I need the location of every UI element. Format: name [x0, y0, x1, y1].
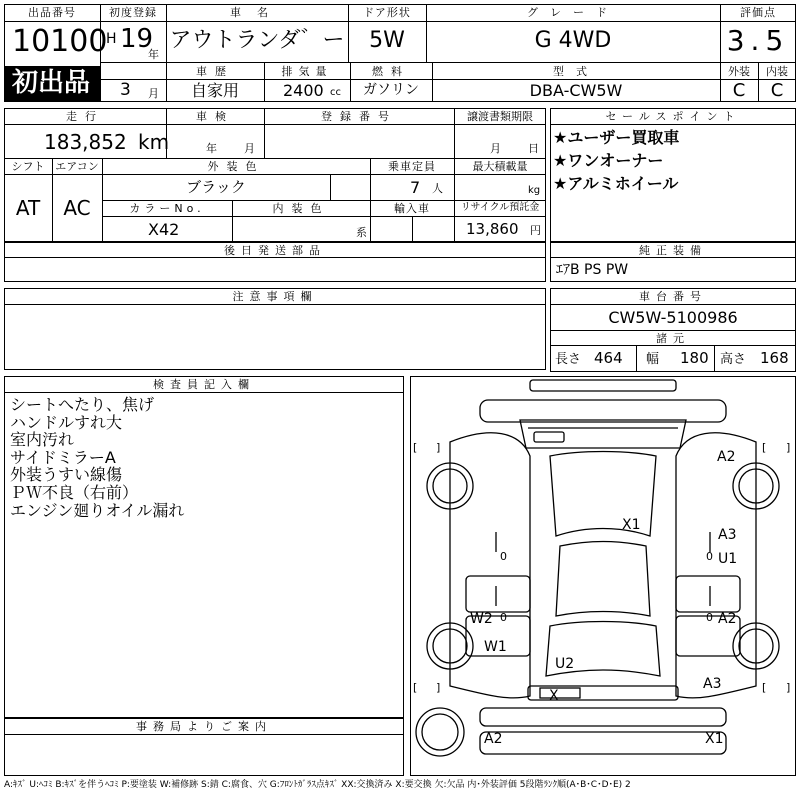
diagram-bracket: [ [413, 441, 418, 454]
mileage-label: 走行 [66, 110, 104, 123]
inspection-year-unit: 年 [206, 142, 217, 155]
front-bumper-outline [530, 380, 676, 391]
equipment-label: 純正装備 [639, 244, 707, 257]
fuel: ガソリン [363, 82, 419, 98]
ac-label: エアコン [55, 160, 99, 173]
chassis-number: CW5W-5100986 [608, 308, 738, 327]
damage-mark: X1 [705, 731, 724, 747]
diagram-bracket: ] [786, 441, 791, 454]
interior-label: 内装 [766, 65, 788, 78]
transfer-day-unit: 日 [528, 142, 539, 155]
diagram-bracket: [ [413, 681, 418, 694]
mileage: 183,852 [44, 130, 127, 154]
shift-label: シフト [11, 160, 45, 173]
load-unit: kg [528, 185, 541, 196]
length-value: 464 [594, 349, 623, 367]
inspection-month-unit: 月 [244, 142, 255, 155]
car-name: アウトランダ゛ー [169, 28, 345, 53]
damage-mark: W1 [484, 639, 507, 655]
history-label: 車歴 [196, 65, 234, 78]
score-label: 評価点 [740, 6, 776, 19]
lot-label: 出品番号 [28, 6, 76, 19]
length-label: 長さ [555, 352, 582, 367]
diagram-zero-mark: 0 [500, 611, 507, 624]
legend: A:ｷｽﾞ U:ﾍｺﾐ B:ｷｽﾞを伴うﾍｺﾐ P:要塗装 W:補修跡 S:錆 C:腐食、穴 G:ﾌﾛﾝﾄｶﾞﾗｽ点ｷｽﾞ XX:交換済み X:要交換 欠:欠品 内･外装評価 5段階ﾗﾝｸ順(A･B･C･D･E) 2 [4, 780, 631, 790]
inspector-note: シートへたり、焦げ [10, 395, 155, 414]
equipment-value: ｴｱB PS PW [556, 262, 629, 278]
interior-grade: C [770, 80, 784, 101]
damage-mark: A2 [717, 449, 736, 465]
diagram-bracket: [ [762, 681, 767, 694]
damage-mark: U2 [555, 656, 575, 672]
diagram-bracket: [ [762, 441, 767, 454]
first-reg-label: 初度登録 [109, 6, 157, 19]
width-label: 幅 [646, 352, 660, 367]
roof-mid-outline [556, 542, 650, 617]
model-label: 型式 [553, 65, 599, 78]
damage-mark: X1 [622, 517, 641, 533]
load-label: 最大積載量 [472, 160, 528, 173]
damage-mark: A2 [484, 731, 503, 747]
transfer-label: 譲渡書類期限 [467, 110, 533, 123]
door-type: 5W [369, 28, 405, 53]
interior-suffix: 系 [356, 226, 367, 239]
spare-wheel [416, 708, 464, 756]
first-listing-label: 初出品 [12, 68, 91, 98]
recycle-fee: 13,860 [466, 220, 519, 238]
windshield-outline [520, 420, 686, 448]
displacement-unit: cc [330, 87, 341, 98]
sales-point-item: ★ユーザー買取車 [553, 128, 680, 147]
color-no-label: カラーNo. [129, 202, 205, 215]
right-door-front [676, 576, 740, 612]
color-label: 外装色 [207, 160, 265, 173]
grade: G 4WD [534, 28, 612, 53]
diagram-bracket: ] [436, 681, 441, 694]
capacity-unit: 人 [432, 182, 443, 195]
wiper-vent [534, 432, 564, 442]
notes-label: 注意事項欄 [232, 290, 318, 303]
spec-label: 諸元 [656, 332, 690, 345]
rear-bumper-lower [480, 732, 726, 754]
capacity: 7 [410, 178, 421, 197]
recycle-label: リサイクル預託金 [460, 202, 540, 213]
sales-points-label: セールスポイント [605, 110, 741, 123]
height-value: 168 [760, 349, 789, 367]
month-unit: 月 [148, 87, 159, 100]
inspector-note: ハンドルすれ大 [10, 412, 123, 432]
fuel-label: 燃料 [372, 65, 410, 78]
inspector-note: 外装うすい線傷 [10, 465, 123, 485]
sales-point-item: ★アルミホイール [553, 174, 679, 193]
car-name-label: 車名 [230, 6, 284, 19]
displacement: 2400 [283, 81, 324, 100]
reg-year: 19 [120, 24, 154, 54]
diagram-bracket: ] [786, 681, 791, 694]
damage-mark: A3 [718, 527, 737, 543]
left-door-front [466, 576, 530, 612]
exterior-label: 外装 [728, 65, 750, 78]
damage-mark: X [549, 688, 559, 704]
shift: AT [15, 196, 41, 220]
inspector-note: ＰＷ不良（右前） [10, 482, 139, 502]
grade-label: グレード [527, 6, 619, 19]
rear-bumper-outline [480, 708, 726, 726]
displacement-label: 排気量 [281, 65, 333, 78]
damage-mark: A3 [703, 676, 722, 692]
damage-mark: W2 [470, 611, 493, 627]
office-label: 事務局よりご案内 [136, 720, 272, 733]
damage-mark: U1 [718, 551, 738, 567]
model-code: DBA-CW5W [529, 81, 623, 100]
inspector-notes [10, 396, 184, 519]
import-label: 輸入車 [394, 202, 430, 215]
reg-month: 3 [120, 80, 131, 100]
details-frame [4, 108, 546, 242]
color: ブラック [186, 178, 246, 196]
door-label: ドア形状 [363, 6, 411, 19]
height-label: 高さ [720, 352, 747, 367]
damage-mark: A2 [718, 611, 737, 627]
history: 自家用 [190, 81, 240, 100]
reg-number-label: 登録番号 [321, 110, 397, 123]
recycle-unit: 円 [530, 224, 541, 237]
era: H [106, 31, 117, 47]
diagram-zero-mark: 0 [706, 550, 713, 563]
color-no: X42 [148, 220, 180, 239]
interior-color-label: 内装色 [272, 202, 330, 215]
ac: AC [63, 196, 91, 220]
car-diagram [410, 376, 796, 776]
inspection-label: 車検 [196, 110, 234, 123]
lot-number: 10100 [12, 24, 108, 59]
chassis-label: 車台番号 [639, 290, 707, 303]
score: 3.5 [726, 24, 790, 57]
inspector-label: 検査員記入欄 [153, 378, 255, 391]
hood-front-outline [480, 400, 726, 422]
transfer-month-unit: 月 [490, 142, 501, 155]
inspector-note: エンジン廻りオイル漏れ [10, 500, 185, 520]
year-unit: 年 [148, 48, 159, 61]
inspector-note: サイドミラーA [10, 447, 116, 467]
width-value: 180 [680, 349, 709, 367]
capacity-label: 乗車定員 [388, 160, 436, 173]
exterior-grade: C [732, 80, 746, 101]
diagram-zero-mark: 0 [500, 550, 507, 563]
rear-plate-box [540, 688, 580, 698]
inspector-note: 室内汚れ [10, 430, 75, 450]
later-parts-label: 後日発送部品 [224, 244, 326, 257]
sales-point-item: ★ワンオーナー [553, 151, 664, 170]
diagram-bracket: ] [436, 441, 441, 454]
mileage-unit: km [138, 130, 170, 154]
diagram-zero-mark: 0 [706, 611, 713, 624]
